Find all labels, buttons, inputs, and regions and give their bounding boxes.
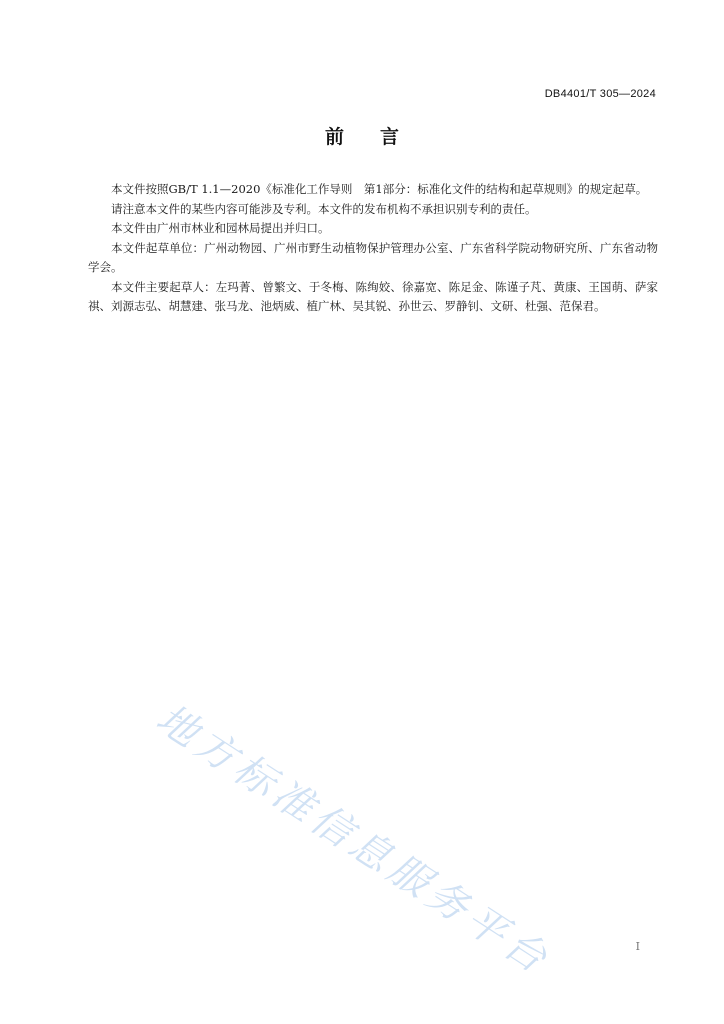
page-title: 前言 <box>324 126 435 148</box>
body-text <box>88 180 658 317</box>
document-code: DB4401/T 305—2024 <box>544 88 656 100</box>
watermark-text: 地方标准信息服务平台 <box>148 695 559 985</box>
paragraph-proposer: 本文件由广州市林业和园林局提出并归口。 <box>111 221 330 235</box>
paragraph-patent-notice: 请注意本文件的某些内容可能涉及专利。本文件的发布机构不承担识别专利的责任。 <box>111 201 537 216</box>
paragraph-drafters: 本文件主要起草人：左玛菁、曾繁文、于冬梅、陈绚姣、徐嘉宽、陈足金、陈谨子芃、黄康、王国萌、萨家祺、刘源志弘、胡慧建、张马龙、池炳威、植广林、吴其锐、孙世云、罗静钊、文研、杜强、范保君。 <box>88 279 658 313</box>
paragraph-drafting-units: 本文件起草单位：广州动物园、广州市野生动植物保护管理办公室、广东省科学院动物研究所、广东省动物学会。 <box>88 240 658 274</box>
paragraph-drafting-rules: 本文件按照GB/T 1.1—2020《标准化工作导则 第1部分：标准化文件的结构和起草规则》的规定起草。 <box>111 182 648 196</box>
page-number: I <box>635 940 640 953</box>
